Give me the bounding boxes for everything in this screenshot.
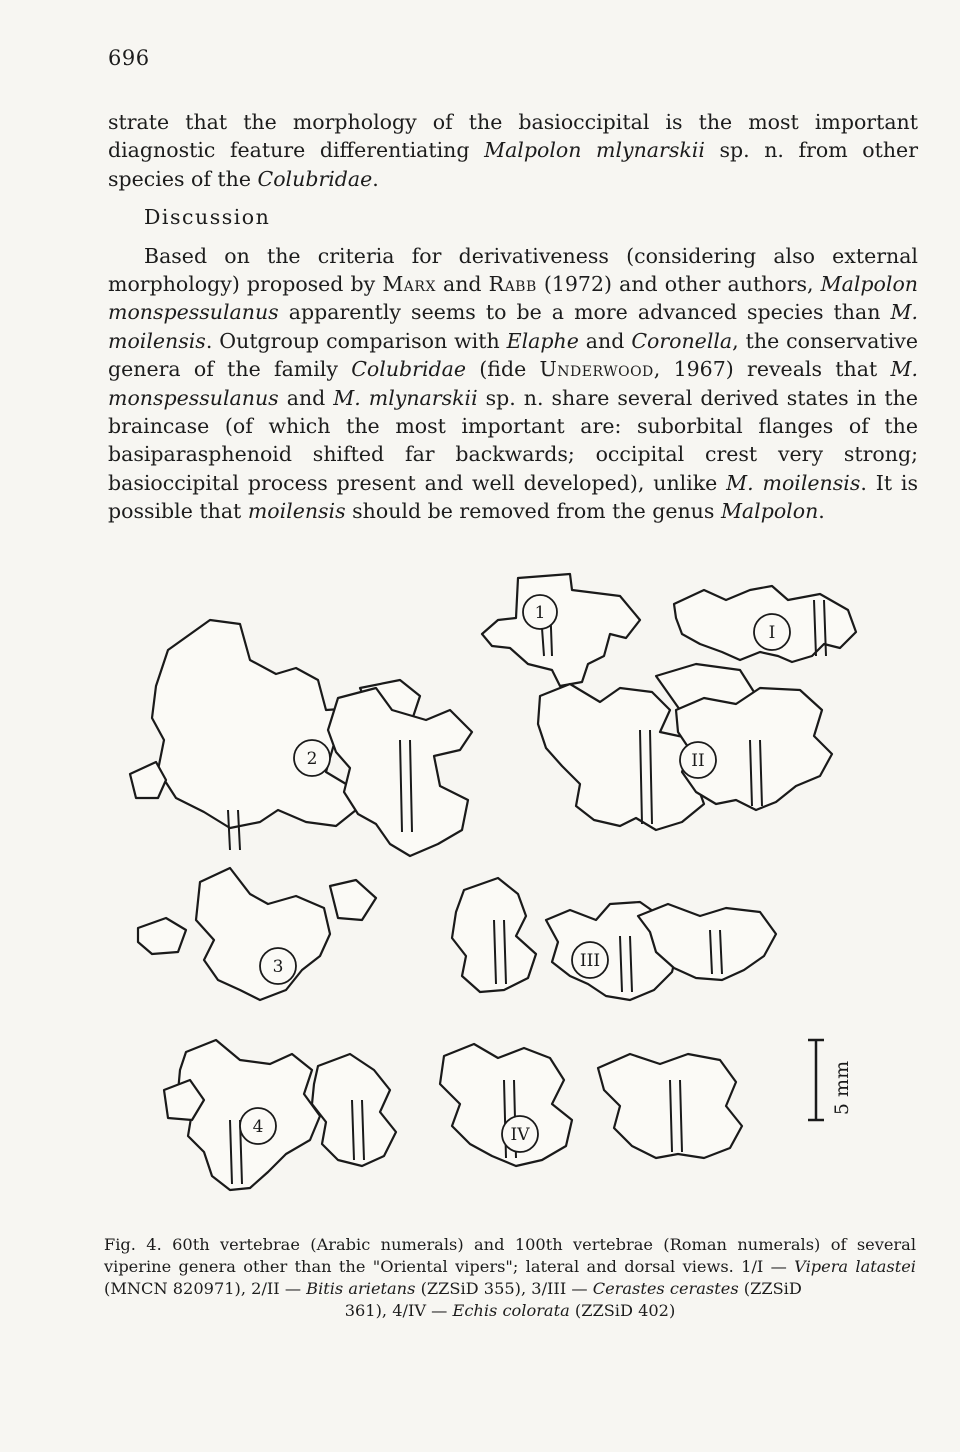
label-I: I — [768, 623, 776, 643]
section-heading: Discussion — [144, 205, 271, 230]
vertebra-2-dorsal — [328, 688, 472, 856]
caption-last-line: 361), 4/IV — Echis colorata (ZZSiD 402) — [344, 1301, 676, 1320]
figure-vertebrae — [100, 560, 920, 1220]
vertebra-II-dorsal-right — [676, 688, 832, 810]
intro-paragraph: strate that the morphology of the basioccipital is the most important diagnostic feature differentiating Malpolon mlynarskii sp. n. from other species of the Colubridae. — [108, 110, 918, 191]
label-1: 1 — [534, 603, 546, 623]
label-IV: IV — [510, 1125, 530, 1145]
vertebra-4-lateral — [164, 1040, 320, 1190]
body-text — [108, 108, 918, 526]
label-3: 3 — [272, 957, 284, 977]
vertebra-3-dorsal — [452, 878, 536, 992]
vertebra-I-dorsal — [674, 586, 856, 662]
discussion-paragraph: Based on the criteria for derivativeness (considering also external morphology) proposed by Marx and Rabb (1972) and other authors, Malpolon monspessulanus apparently seems to be a more advanced species than M. moilensis. Outgroup comparison with Elaphe and Coronella, the conservative genera of the family Colubridae (fide Underwood, 1967) reveals that M. monspessulanus and M. mlynarskii sp. n. share several derived states in the braincase (of which the most important are: suborbital flanges of the basiparasphenoid shifted far backwards; occipital crest very strong; basioccipital process present and well developed), unlike M. moilensis. It is possible that moilensis should be removed from the genus Malpolon. — [108, 243, 918, 524]
vertebra-4-dorsal — [312, 1054, 396, 1166]
vertebra-IV-dorsal-right — [598, 1054, 742, 1158]
label-4: 4 — [252, 1117, 264, 1137]
figure-caption: Fig. 4. 60th vertebrae (Arabic numerals) and 100th vertebrae (Roman numerals) of several viperine genera other than the "Oriental vipers"; lateral and dorsal views. 1/I — Vipera latastei (MNCN 820971), 2/II — Bitis arietans (ZZSiD 355), 3/III — Cerastes cerastes (ZZSiD 361), 4/IV — Echis colorata (ZZSiD 402) — [104, 1235, 916, 1320]
label-III: III — [579, 951, 601, 971]
vertebra-3-lateral — [138, 868, 376, 1000]
label-II: II — [691, 751, 705, 771]
scale-bar-label: 5 mm — [831, 1060, 853, 1116]
page-number: 696 — [108, 46, 150, 70]
vertebra-1-lateral — [482, 574, 640, 686]
scale-bar — [808, 1040, 853, 1120]
label-2: 2 — [306, 749, 318, 769]
vertebrae-drawings — [100, 560, 920, 1220]
vertebra-IV-dorsal — [440, 1044, 572, 1166]
